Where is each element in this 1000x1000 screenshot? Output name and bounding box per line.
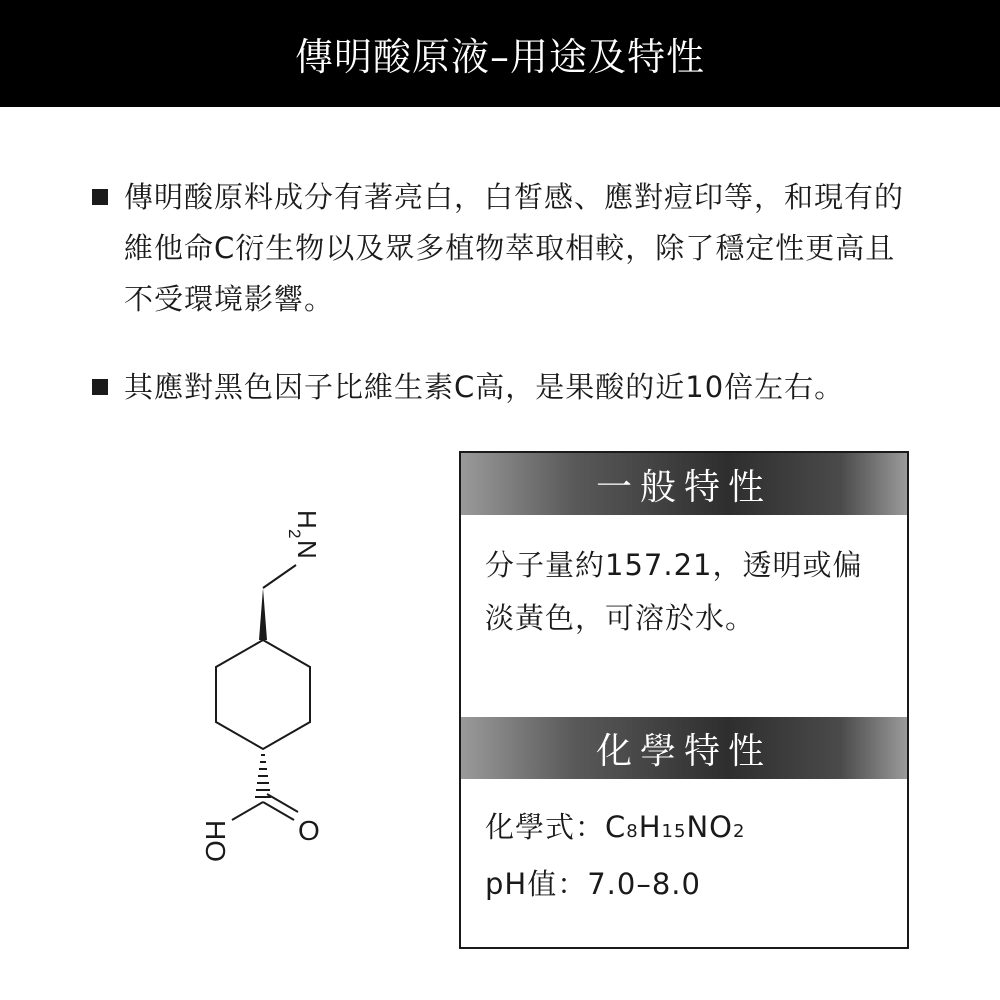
bullet-item-benefits: [92, 172, 914, 325]
page-header: [0, 0, 1000, 107]
cyclohexane-ring: [216, 640, 310, 749]
ph-label: pH值：: [485, 867, 588, 901]
general-properties-title: 一般特性: [595, 466, 772, 508]
chemical-properties-header: [461, 717, 907, 779]
chemical-properties-text: [485, 801, 895, 911]
carbonyl-bond-b: [267, 794, 298, 812]
amine-h: H: [292, 510, 322, 529]
amine-label: [285, 510, 322, 559]
bullet-item-comparison: [92, 362, 914, 413]
oxygen-label: O: [298, 815, 320, 846]
formula-c: C: [605, 810, 627, 844]
general-properties-text: [485, 539, 895, 645]
formula-label: 化學式：: [485, 810, 606, 844]
hydroxyl-bond: [232, 802, 263, 820]
ph-value: 7.0–8.0: [587, 867, 701, 901]
general-desc-line: 淡黃色，可溶於水。: [485, 601, 756, 635]
general-properties-header: [461, 453, 907, 515]
wedge-bond: [259, 588, 267, 640]
bullet-text: 傳明酸原料成分有著亮白，白皙感、應對痘印等，和現有的維他命C衍生物以及眾多植物萃取相較，除了穩定性更高且不受環境影響。: [124, 180, 905, 316]
bond-n-ch2: [263, 565, 296, 588]
formula-line: [485, 801, 895, 858]
formula-o-sub: 2: [732, 821, 746, 842]
amine-sub: 2: [285, 529, 304, 539]
carbonyl-bond-a: [263, 802, 294, 820]
formula-no: NO: [686, 810, 733, 844]
formula-h: H: [638, 810, 662, 844]
bullet-square-icon: [92, 379, 108, 395]
bullet-square-icon: [92, 189, 108, 205]
svg-text:HO: HO: [200, 820, 231, 862]
bullet-text: 其應對黑色因子比維生素C高，是果酸的近10倍左右。: [124, 370, 845, 404]
hashed-bond: [255, 755, 271, 797]
formula-c-sub: 8: [626, 821, 639, 842]
hydroxyl-label: [200, 820, 231, 862]
general-desc-line: 分子量約157.21，透明或偏: [485, 548, 863, 582]
formula-h-sub: 15: [661, 821, 687, 842]
page-title: 傳明酸原液–用途及特性: [294, 35, 705, 79]
amine-n: N: [292, 540, 322, 559]
tranexamic-acid-structure: [170, 490, 370, 890]
properties-box: [459, 451, 909, 949]
ph-line: [485, 858, 895, 911]
chemical-properties-title: 化學特性: [595, 730, 772, 772]
